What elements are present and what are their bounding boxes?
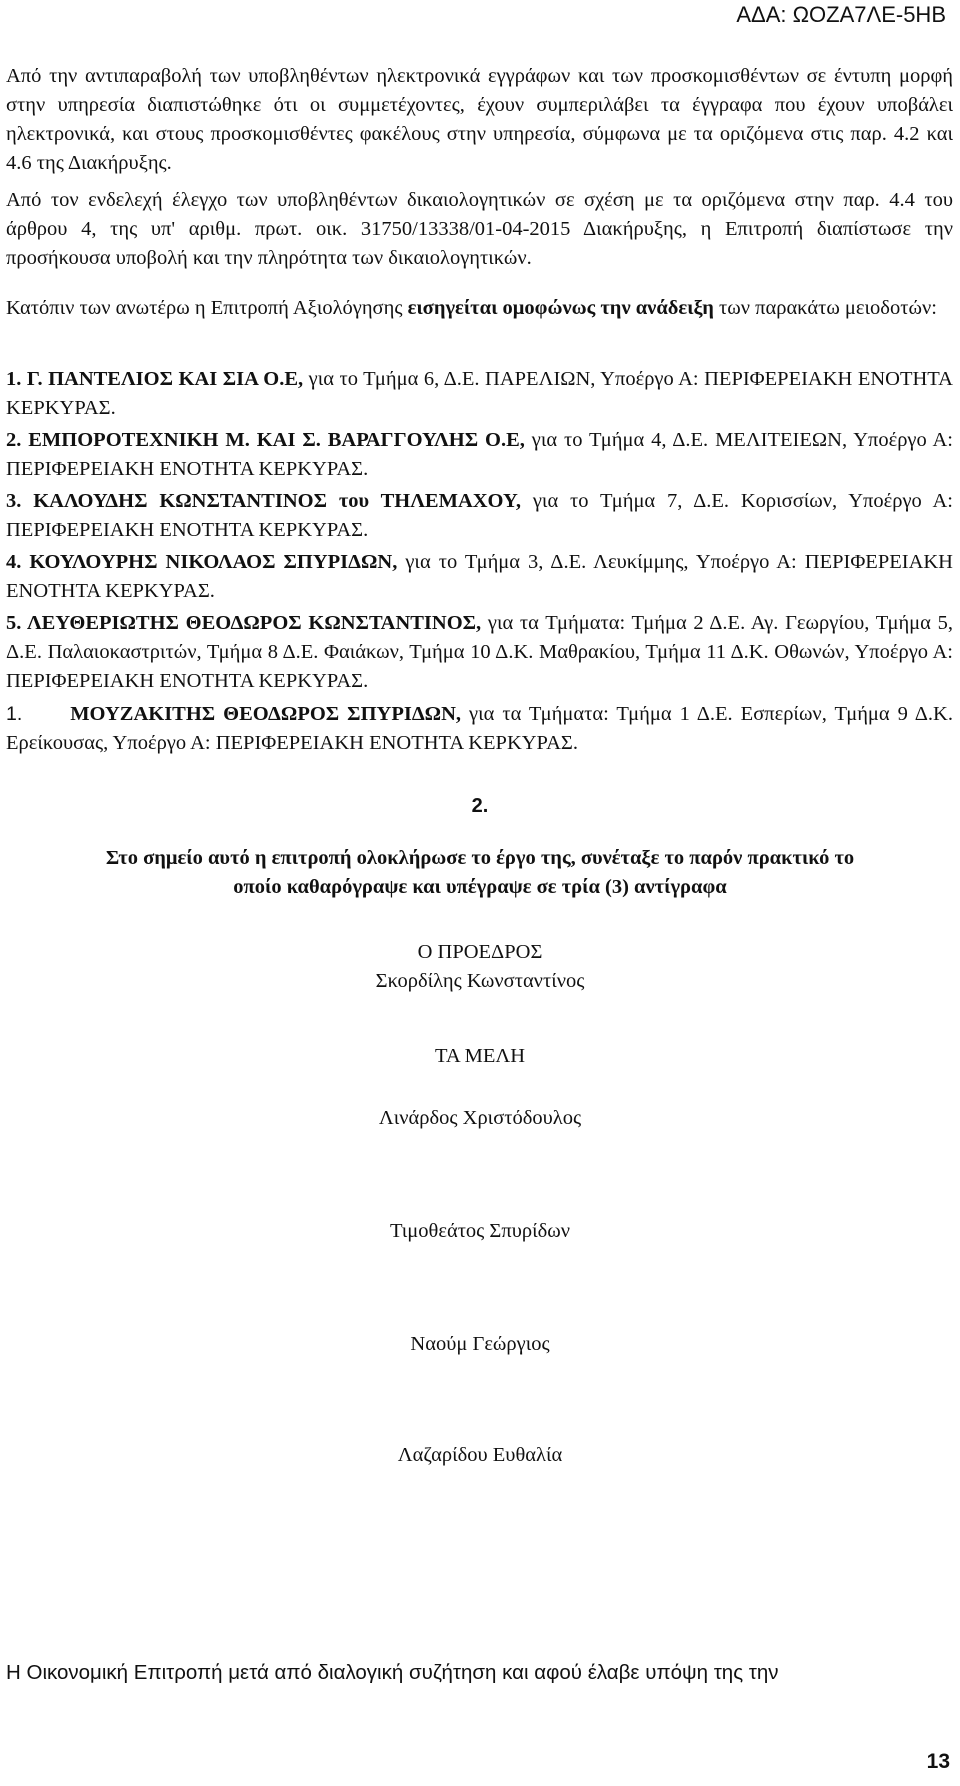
contractor-detail: για τα Τμήματα: Τμήμα 2 Δ.Ε. Αγ. Γεωργίου, Τμήμα 5, Δ.Ε. Παλαιοκαστριτών, Τμήμα 8 Δ.Ε. Φαιάκων, Τμήμα 10 Δ.Κ. Μαθρακίου, Τμήμα 11 Δ.Κ. Οθωνών, Υποέργο Α: ΠΕΡΙΦΕΡΕΙΑΚΗ ΕΝΟΤΗΤΑ ΚΕΡΚΥΡΑΣ.: [6, 612, 953, 692]
contractor-name: 1. Γ. ΠΑΝΤΕΛΙΟΣ ΚΑΙ ΣΙΑ Ο.Ε,: [6, 368, 304, 390]
contractor-detail: για το Τμήμα 3, Δ.Ε. Λευκίμμης, Υποέργο Α: ΠΕΡΙΦΕΡΕΙΑΚΗ ΕΝΟΤΗΤΑ ΚΕΡΚΥΡΑΣ.: [6, 551, 953, 602]
closing-line-2: οποίο καθαρόγραψε και υπέγραψε σε τρία (3) αντίγραφα: [233, 876, 727, 898]
contractor-name: 2. ΕΜΠΟΡΟΤΕΧΝΙΚΗ Μ. ΚΑΙ Σ. ΒΑΡΑΓΓΟΥΛΗΣ Ο.Ε,: [6, 429, 525, 451]
list-item: [6, 700, 953, 758]
contractor-name: 4. ΚΟΥΛΟΥΡΗΣ ΝΙΚΟΛΑΟΣ ΣΠΥΡΙΔΩΝ,: [6, 551, 398, 573]
paragraph-inspection: Από τον ενδελεχή έλεγχο των υποβληθέντων δικαιολογητικών σε σχέση με τα οριζόμενα στην παρ. 4.4 του άρθρου 4, της υπ' αριθμ. πρωτ. οικ. 31750/13338/01-04-2015 Διακήρυξης, η Επιτροπή διαπίστωσε την προσήκουσα υποβολή και την πληρότητα των δικαιολογητικών.: [6, 189, 953, 269]
contractor-detail: για το Τμήμα 7, Δ.Ε. Κορισσίων, Υποέργο Α: ΠΕΡΙΦΕΡΕΙΑΚΗ ΕΝΟΤΗΤΑ ΚΕΡΚΥΡΑΣ.: [6, 490, 953, 541]
recommendation-outro: των παρακάτω μειοδοτών:: [713, 297, 937, 319]
member-name: Λαζαρίδου Ευθαλία: [397, 1444, 563, 1466]
list-item: [6, 365, 953, 423]
bottom-paragraph: Η Οικονομική Επιτροπή μετά από διαλογική συζήτηση και αφού έλαβε υπόψη της την: [6, 1661, 779, 1684]
contractor-detail: για το Τμήμα 6, Δ.Ε. ΠΑΡΕΛΙΩΝ, Υποέργο Α: ΠΕΡΙΦΕΡΕΙΑΚΗ ΕΝΟΤΗΤΑ ΚΕΡΚΥΡΑΣ.: [6, 368, 953, 419]
member-name: Λινάρδος Χριστόδουλος: [378, 1107, 582, 1129]
list-item: [6, 487, 953, 545]
member-name: Τιμοθεάτος Σπυρίδων: [389, 1220, 571, 1242]
closing-number: 2.: [471, 795, 489, 817]
contractor-detail: για τα Τμήματα: Τμήμα 1 Δ.Ε. Εσπερίων, Τμήμα 9 Δ.Κ. Ερείκουσας, Υποέργο Α: ΠΕΡΙΦΕΡΕΙΑΚΗ ΕΝΟΤΗΤΑ ΚΕΡΚΥΡΑΣ.: [6, 703, 953, 754]
president-name: Σκορδίλης Κωνσταντίνος: [375, 970, 585, 992]
recommendation-intro: Κατόπιν των ανωτέρω η Επιτροπή Αξιολόγησης: [6, 297, 408, 319]
recommendation-bold: εισηγείται ομοφώνως την ανάδειξη: [407, 297, 714, 319]
president-title: Ο ΠΡΟΕΔΡΟΣ: [417, 941, 543, 963]
paragraph-recommendation: [6, 294, 953, 323]
page-number: 13: [926, 1750, 950, 1773]
list-item: [6, 426, 953, 484]
contractor-name: 3. ΚΑΛΟΥΔΗΣ ΚΩΝΣΤΑΝΤΙΝΟΣ του ΤΗΛΕΜΑΧΟΥ,: [6, 490, 522, 512]
contractor-name: ΜΟΥΖΑΚΙΤΗΣ ΘΕΟΔΩΡΟΣ ΣΠΥΡΙΔΩΝ,: [70, 703, 462, 725]
list-number: 1.: [6, 703, 23, 725]
contractor-name: 5. ΛΕΥΘΕΡΙΩΤΗΣ ΘΕΟΔΩΡΟΣ ΚΩΝΣΤΑΝΤΙΝΟΣ,: [6, 612, 482, 634]
member-name: Ναούμ Γεώργιος: [410, 1333, 550, 1355]
ada-code: ΑΔΑ: ΩΟΖΑ7ΛΕ-5ΗΒ: [736, 2, 946, 27]
contractor-detail: για το Τμήμα 4, Δ.Ε. ΜΕΛΙΤΕΙΕΩΝ, Υποέργο Α: ΠΕΡΙΦΕΡΕΙΑΚΗ ΕΝΟΤΗΤΑ ΚΕΡΚΥΡΑΣ.: [6, 429, 953, 480]
list-item: [6, 609, 953, 696]
closing-line-1: Στο σημείο αυτό η επιτροπή ολοκλήρωσε το έργο της, συνέταξε το παρόν πρακτικό το: [105, 847, 855, 869]
list-item: [6, 548, 953, 606]
paragraph-comparison: Από την αντιπαραβολή των υποβληθέντων ηλεκτρονικά εγγράφων και των προσκομισθέντων σε έντυπη μορφή στην υπηρεσία διαπιστώθηκε ότι οι συμμετέχοντες, έχουν συμπεριλάβει τα έγγραφα που έχουν υποβάλει ηλεκτρονικά, και στους προσκομισθέντες φακέλους στην υπηρεσία, σύμφωνα με τα οριζόμενα στις παρ. 4.2 και 4.6 της Διακήρυξης.: [6, 65, 953, 174]
members-title: ΤΑ ΜΕΛΗ: [434, 1045, 526, 1067]
